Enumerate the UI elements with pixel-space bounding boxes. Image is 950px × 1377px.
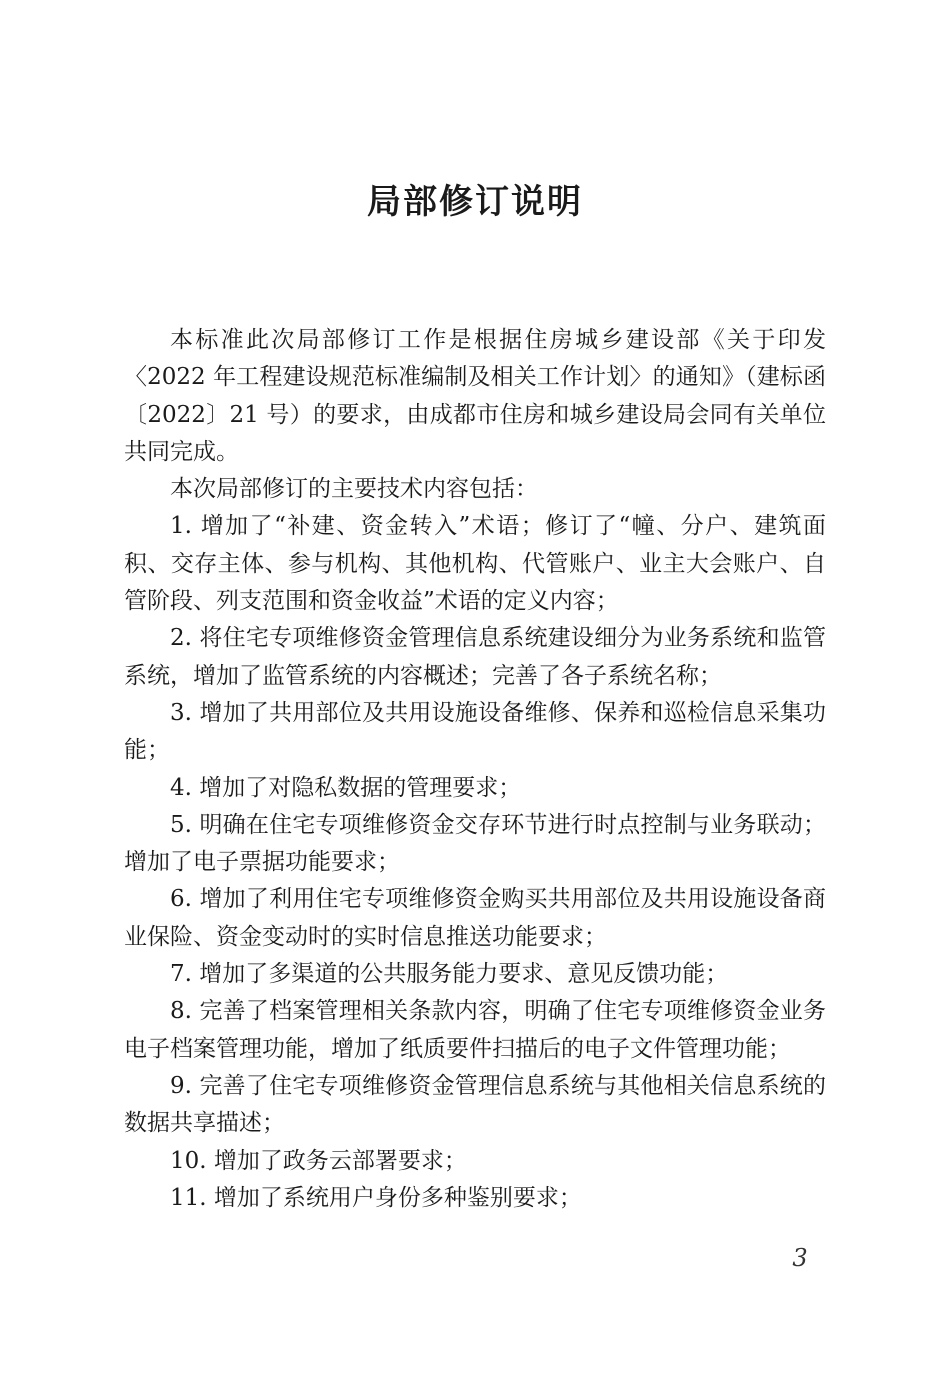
list-item-11: 11. 增加了系统用户身份多种鉴别要求；: [170, 1184, 582, 1211]
document-body: [124, 322, 826, 1217]
list-item-1: 1. 增加了“补建、资金转入”术语；修订了“幢、分户、建筑面积、交存主体、参与机构、其他机构、代管账户、业主大会账户、自管阶段、列支范围和资金收益”术语的定义内容；: [124, 513, 826, 615]
list-item-6: 6. 增加了利用住宅专项维修资金购买共用部位及共用设施设备商业保险、资金变动时的实时信息推送功能要求；: [124, 886, 826, 950]
list-item-10: 10. 增加了政务云部署要求；: [170, 1147, 467, 1174]
list-item-8: 8. 完善了档案管理相关条款内容，明确了住宅专项维修资金业务电子档案管理功能，增加了纸质要件扫描后的电子文件管理功能；: [124, 998, 826, 1062]
list-item-7: 7. 增加了多渠道的公共服务能力要求、意见反馈功能；: [170, 961, 729, 988]
page-title: 局部修订说明: [367, 182, 583, 222]
list-item-4: 4. 增加了对隐私数据的管理要求；: [170, 774, 522, 801]
list-item-2: 2. 将住宅专项维修资金管理信息系统建设细分为业务系统和监管系统，增加了监管系统的内容概述；完善了各子系统名称；: [124, 625, 826, 689]
paragraph-summary-lead: 本次局部修订的主要技术内容包括：: [170, 476, 538, 503]
list-item-9: 9. 完善了住宅专项维修资金管理信息系统与其他相关信息系统的数据共享描述；: [124, 1072, 826, 1137]
page-number: 3: [792, 1244, 808, 1272]
paragraph-intro: 本标准此次局部修订工作是根据住房城乡建设部《关于印发〈2022 年工程建设规范标准编制及相关工作计划〉的通知》（建标函〔2022〕21 号）的要求，由成都市住房和城乡建设局会同有关单位共同完成。: [124, 327, 826, 465]
list-item-5: 5. 明确在住宅专项维修资金交存环节进行时点控制与业务联动；增加了电子票据功能要求；: [124, 811, 826, 876]
list-item-3: 3. 增加了共用部位及共用设施设备维修、保养和巡检信息采集功能；: [124, 699, 826, 764]
